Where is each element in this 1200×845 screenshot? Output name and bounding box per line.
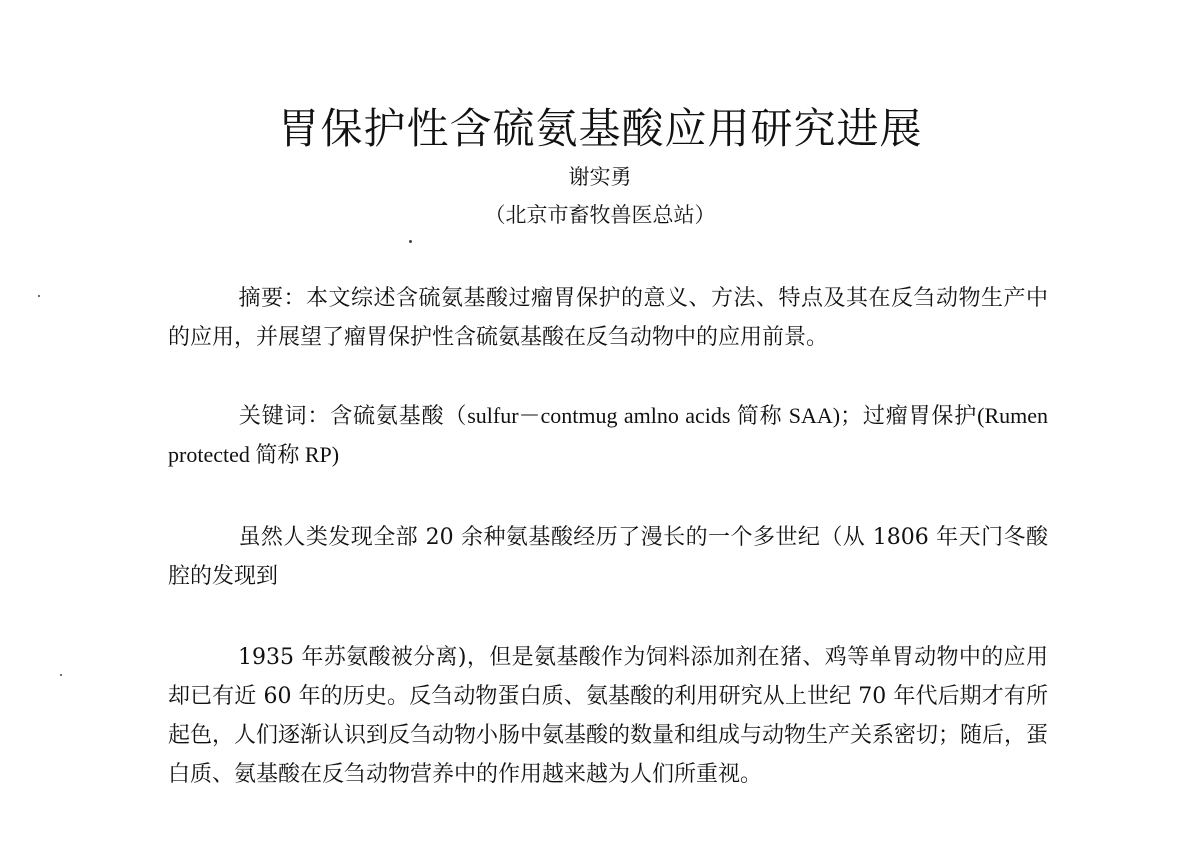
author-name: 谢实勇 [568, 165, 632, 189]
body-paragraph-text: 1935 年苏氨酸被分离)，但是氨基酸作为饲料添加剂在猪、鸡等单胃动物中的应用却已有近 60 年的历史。反刍动物蛋白质、氨基酸的利用研究从上世纪 70 年代后期才有所起色，人们逐渐认识到反刍动物小肠中氨基酸的数量和组成与动物生产关系密切；随后，蛋白质、氨基酸在反刍动物营养中的作用越来越为人们所重视。 [168, 645, 1049, 787]
body-paragraph [168, 518, 1048, 596]
document-title: 胃保护性含硫氨基酸应用研究进展 [277, 104, 923, 153]
keywords-text: 关键词：含硫氨基酸（sulfur－contmug amlno acids 简称 SAA)；过瘤胃保护(Rumen protected 简称 RP) [168, 403, 1048, 467]
abstract-text: 摘要：本文综述含硫氨基酸过瘤胃保护的意义、方法、特点及其在反刍动物生产中的应用，并展望了瘤胃保护性含硫氨基酸在反刍动物中的应用前景。 [168, 286, 1048, 350]
keywords-paragraph [168, 396, 1048, 474]
scan-speck [409, 240, 412, 243]
author-affiliation: （北京市畜牧兽医总站） [484, 203, 716, 227]
body-paragraph-text: 虽然人类发现全部 20 余种氨基酸经历了漫长的一个多世纪（从 1806 年天门冬酸腔的发现到 [168, 525, 1048, 589]
body-paragraph [168, 638, 1048, 794]
abstract-paragraph [168, 279, 1048, 357]
scan-speck [38, 295, 40, 297]
scan-speck [60, 674, 62, 676]
